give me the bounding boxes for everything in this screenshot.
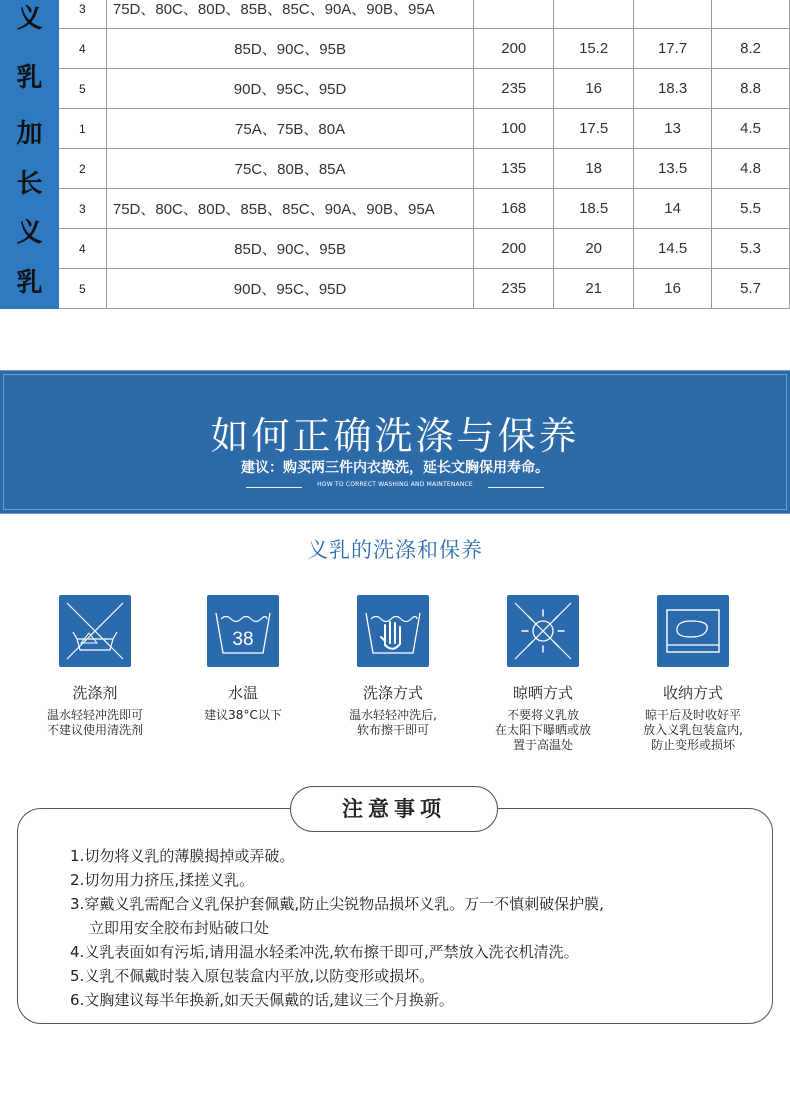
cell: 20 <box>554 229 634 269</box>
bra-sizes: 75D、80C、80D、85B、85C、90A、90B、95A <box>106 189 473 229</box>
row-number: 2 <box>58 149 106 189</box>
item-number: 6. <box>70 991 85 1009</box>
care-item-wash-method <box>318 595 468 738</box>
care-desc <box>318 708 468 738</box>
no-sun-drying-icon <box>507 595 579 667</box>
cell: 200 <box>474 29 554 69</box>
care-desc <box>168 708 318 723</box>
table-row <box>1 29 790 69</box>
bra-sizes: 85D、90C、95B <box>106 229 473 269</box>
item-text: 穿戴义乳需配合义乳保护套佩戴,防止尖锐物品损坏义乳。万一不慎刺破保护膜, <box>84 895 604 913</box>
no-detergent-icon <box>59 595 131 667</box>
cell <box>474 0 554 29</box>
item-number: 4. <box>70 943 85 961</box>
table-row <box>1 269 790 309</box>
group-char: 义 <box>16 3 43 34</box>
care-desc-line: 防止变形或损坏 <box>650 738 735 752</box>
care-item-drying <box>468 595 618 753</box>
item-number: 2. <box>70 871 85 889</box>
bra-sizes: 90D、95C、95D <box>106 269 473 309</box>
care-section-title: 义乳的洗涤和保养 <box>307 538 483 562</box>
table-row <box>1 69 790 109</box>
cell: 21 <box>554 269 634 309</box>
table-row <box>1 109 790 149</box>
list-item <box>70 892 760 940</box>
table-row <box>1 149 790 189</box>
care-name: 水温 <box>227 684 258 702</box>
list-item <box>70 844 760 868</box>
cell: 18.3 <box>634 69 712 109</box>
bra-sizes: 75A、75B、80A <box>106 109 473 149</box>
bra-sizes: 90D、95C、95D <box>106 69 473 109</box>
cell: 5.5 <box>712 189 790 229</box>
care-desc-line: 不建议使用清洗剂 <box>46 723 143 737</box>
group-label-prosthesis <box>1 0 59 109</box>
cell: 168 <box>474 189 554 229</box>
cell: 200 <box>474 229 554 269</box>
care-name: 洗涤方式 <box>362 684 423 702</box>
hand-wash-icon <box>357 595 429 667</box>
cell: 18 <box>554 149 634 189</box>
item-text: 义乳不佩戴时装入原包装盒内平放,以防变形或损坏。 <box>84 967 435 985</box>
table-row <box>1 0 790 29</box>
cell: 14 <box>634 189 712 229</box>
group-char: 义 <box>16 218 43 249</box>
cell: 235 <box>474 69 554 109</box>
cell: 8.2 <box>712 29 790 69</box>
table-row <box>1 229 790 269</box>
care-item-storage <box>618 595 768 753</box>
item-text: 文胸建议每半年换新,如天天佩戴的话,建议三个月换新。 <box>84 991 454 1009</box>
care-name: 收纳方式 <box>662 684 723 702</box>
care-desc-line: 建议38°C以下 <box>204 708 282 722</box>
cell: 235 <box>474 269 554 309</box>
care-desc-line: 放入义乳包装盒内, <box>643 723 743 737</box>
size-table <box>0 0 790 309</box>
bra-sizes: 75C、80B、85A <box>106 149 473 189</box>
row-number: 1 <box>58 109 106 149</box>
group-char: 长 <box>16 168 43 199</box>
cell: 14.5 <box>634 229 712 269</box>
cell: 4.5 <box>712 109 790 149</box>
group-char: 乳 <box>16 63 43 94</box>
row-number: 5 <box>58 69 106 109</box>
cell: 135 <box>474 149 554 189</box>
temperature-value: 38 <box>232 629 254 650</box>
item-text-continued: 立即用安全胶布封贴破口处 <box>89 919 270 937</box>
banner-english-row <box>0 479 790 495</box>
care-desc-line: 在太阳下曝晒或放 <box>494 723 591 737</box>
care-banner <box>0 370 790 514</box>
cell: 16 <box>554 69 634 109</box>
care-desc <box>20 708 170 738</box>
cell: 18.5 <box>554 189 634 229</box>
item-number: 1. <box>70 847 85 865</box>
item-text: 义乳表面如有污垢,请用温水轻柔冲洗,软布擦干即可,严禁放入洗衣机清洗。 <box>84 943 579 961</box>
cell: 16 <box>634 269 712 309</box>
cell: 17.5 <box>554 109 634 149</box>
cell: 5.3 <box>712 229 790 269</box>
banner-title: 如何正确洗涤与保养 <box>210 414 580 458</box>
bra-sizes: 75D、80C、80D、85B、85C、90A、90B、95A <box>106 0 473 29</box>
row-number: 3 <box>58 189 106 229</box>
cell: 13 <box>634 109 712 149</box>
cell <box>634 0 712 29</box>
cell: 8.8 <box>712 69 790 109</box>
list-item <box>70 964 760 988</box>
group-char: 乳 <box>16 268 43 299</box>
row-number: 4 <box>58 29 106 69</box>
care-name: 洗涤剂 <box>72 684 118 702</box>
cell: 4.8 <box>712 149 790 189</box>
storage-box-icon <box>657 595 729 667</box>
item-number: 3. <box>70 895 85 913</box>
cell <box>712 0 790 29</box>
item-text: 切勿将义乳的薄膜揭掉或弄破。 <box>84 847 295 865</box>
list-item <box>70 940 760 964</box>
care-name: 晾晒方式 <box>512 684 573 702</box>
row-number: 4 <box>58 229 106 269</box>
water-temperature-38-icon <box>207 595 279 667</box>
banner-subtitle: 建议：购买两三件内衣换洗，延长文胸保用寿命。 <box>241 460 549 476</box>
care-desc-line: 温水轻轻冲洗后, <box>349 708 437 722</box>
divider-line <box>488 487 544 488</box>
care-desc <box>468 708 618 753</box>
item-number: 5. <box>70 967 85 985</box>
bra-sizes: 85D、90C、95B <box>106 29 473 69</box>
list-item <box>70 988 760 1012</box>
care-desc-line: 置于高温处 <box>512 738 573 752</box>
banner-english: HOW TO CORRECT WASHING AND MAINTENANCE <box>317 481 473 488</box>
care-item-detergent <box>20 595 170 738</box>
care-desc-line: 不要将义乳放 <box>506 708 579 722</box>
cell: 5.7 <box>712 269 790 309</box>
care-item-water-temp <box>168 595 318 723</box>
cell <box>554 0 634 29</box>
cell: 13.5 <box>634 149 712 189</box>
cell: 17.7 <box>634 29 712 69</box>
list-item <box>70 868 760 892</box>
care-desc-line: 晾干后及时收好平 <box>644 708 741 722</box>
divider-line <box>246 487 302 488</box>
care-desc-line: 软布擦干即可 <box>356 723 429 737</box>
cell: 100 <box>474 109 554 149</box>
item-text: 切勿用力挤压,揉搓义乳。 <box>84 871 255 889</box>
care-desc-line: 温水轻轻冲洗即可 <box>46 708 143 722</box>
row-number: 3 <box>58 0 106 29</box>
care-desc <box>618 708 768 753</box>
cell: 15.2 <box>554 29 634 69</box>
table-row <box>1 189 790 229</box>
group-label-long-prosthesis <box>1 109 59 309</box>
notice-title: 注意事项 <box>290 786 498 832</box>
group-char: 加 <box>16 118 43 149</box>
notice-list <box>70 844 760 1012</box>
row-number: 5 <box>58 269 106 309</box>
